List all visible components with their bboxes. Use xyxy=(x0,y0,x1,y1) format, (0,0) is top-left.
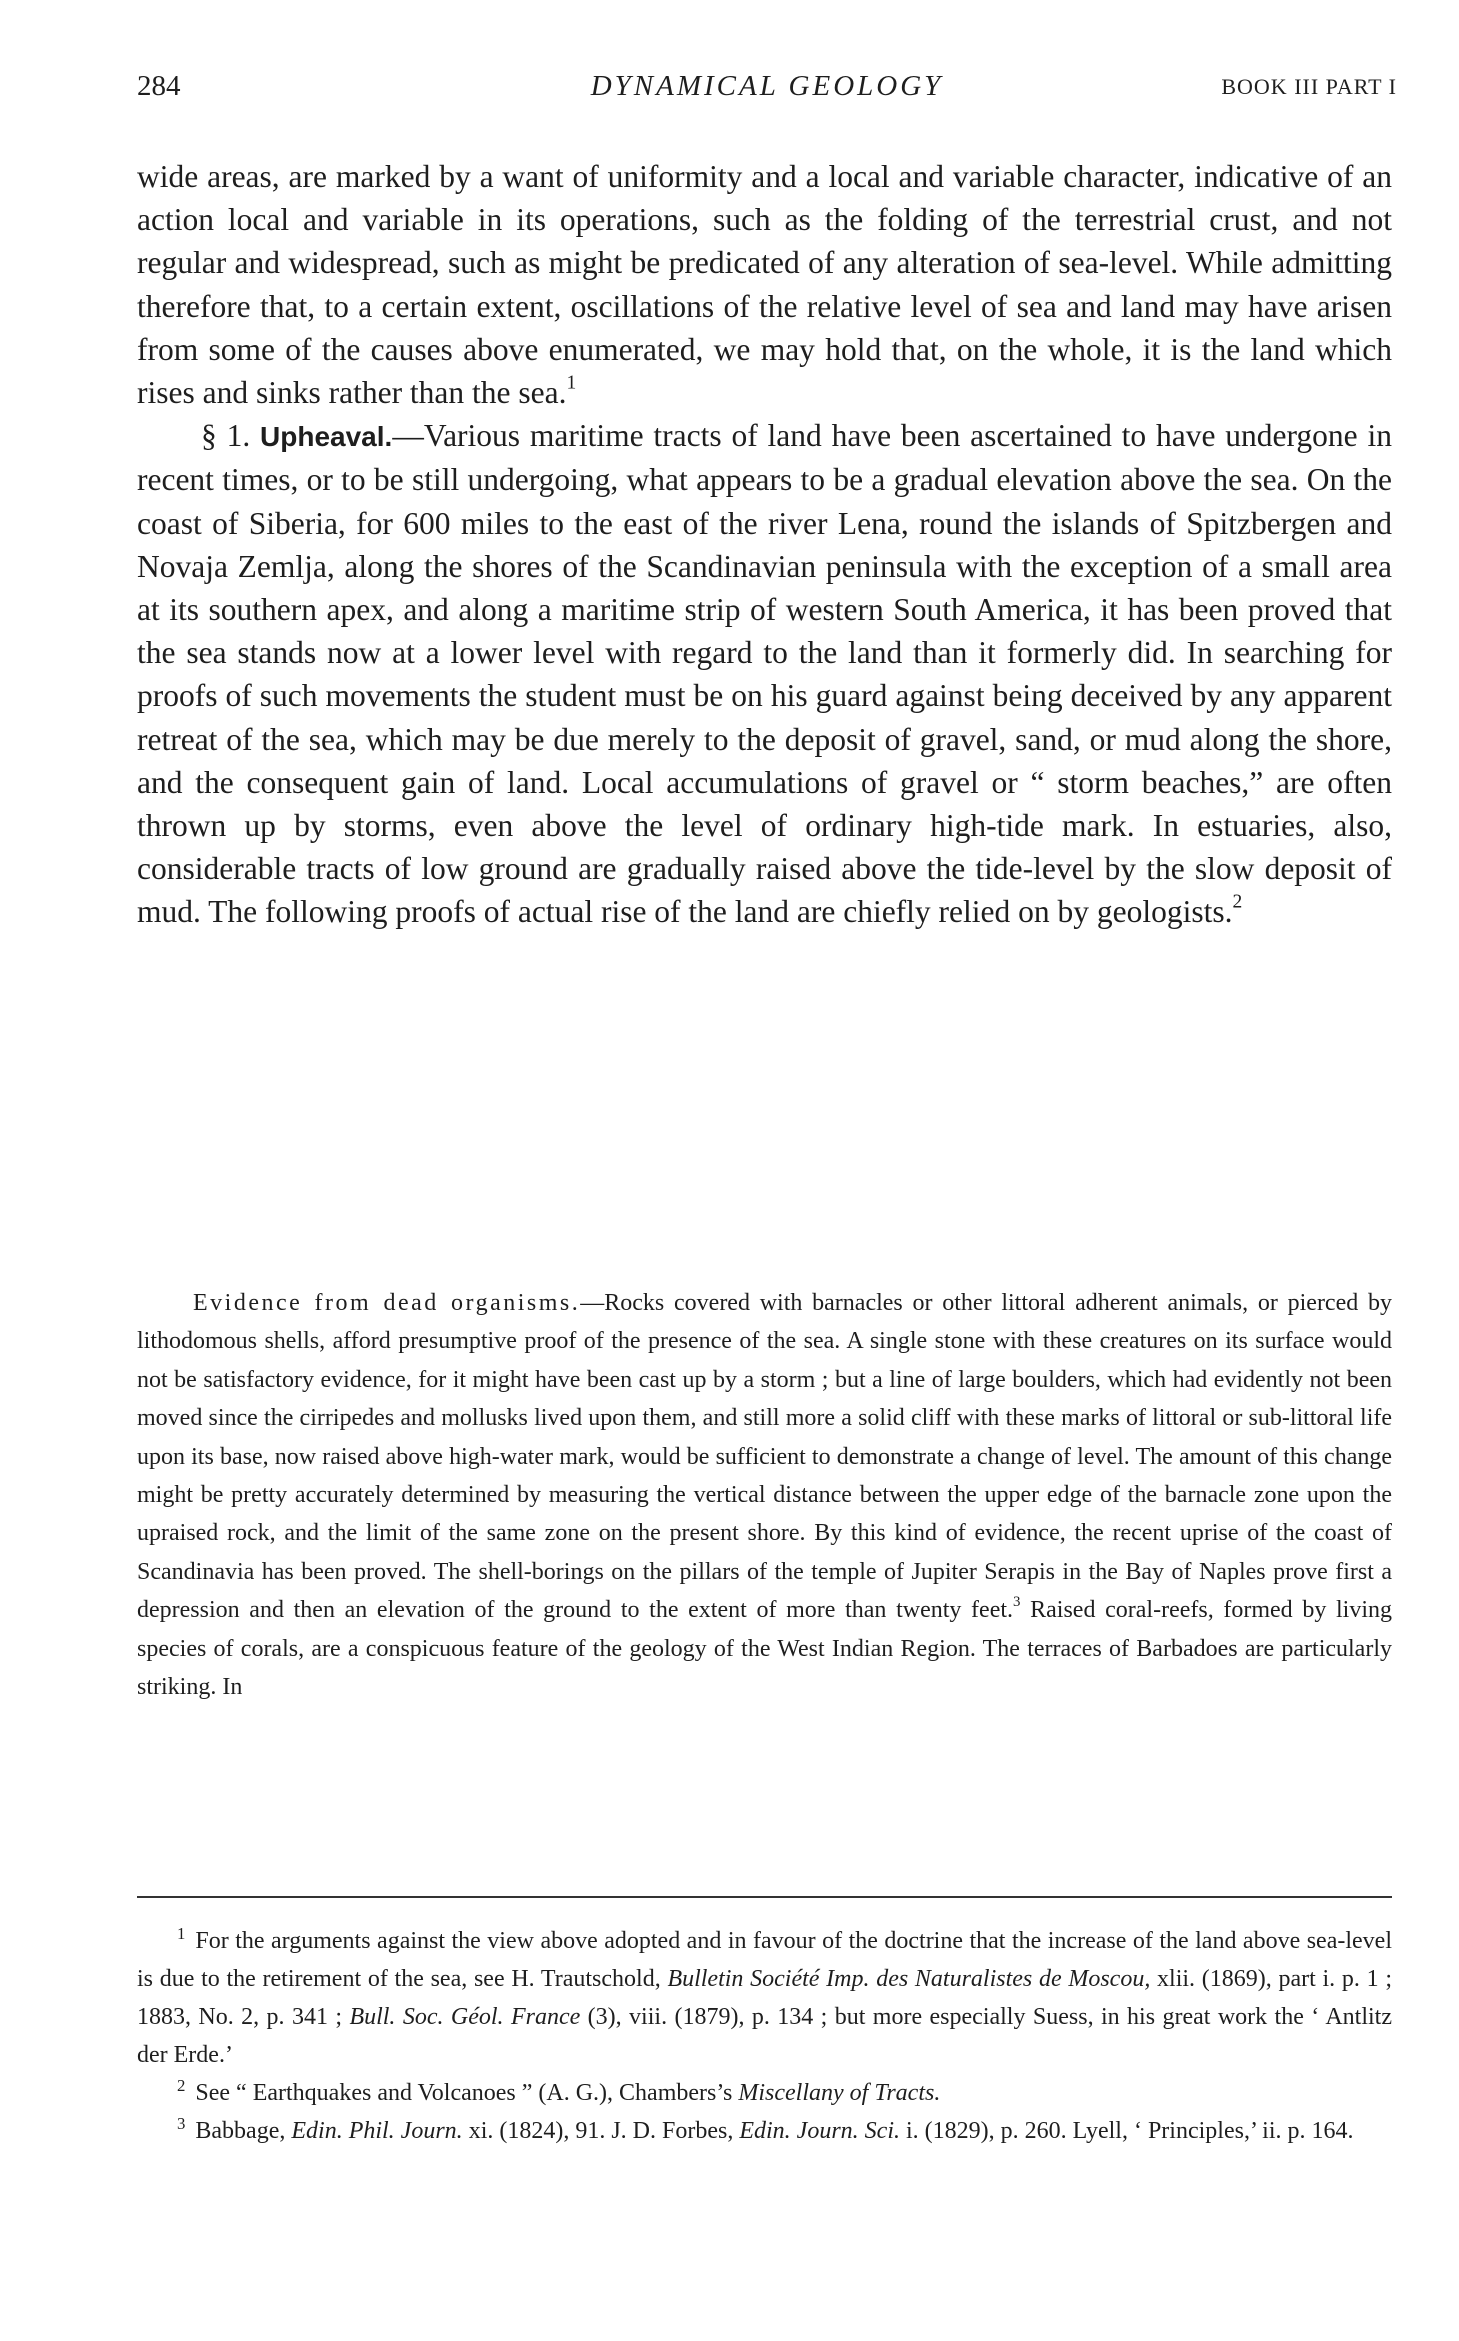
citation-title: Bull. Soc. Géol. France xyxy=(349,2004,581,2030)
paragraph-continuation xyxy=(137,155,1392,414)
section-label: BOOK III PART I xyxy=(1221,74,1397,99)
footnote-2 xyxy=(137,2074,1392,2112)
footnote-text: Babbage, xyxy=(195,2118,292,2144)
page-number: 284 xyxy=(137,70,181,102)
footnote-divider xyxy=(137,1896,1392,1898)
page-header xyxy=(137,70,1397,110)
footnote-text: xlii. (1869), part i. p. 1 ; 1883, No. 2, p. 341 ; xyxy=(137,1966,1392,2030)
footnote-ref[interactable]: 3 xyxy=(1013,1594,1021,1611)
footnote-ref[interactable]: 2 xyxy=(1232,891,1243,913)
small-print-section xyxy=(137,1284,1392,1706)
footnote-text: xi. (1824), 91. J. D. Forbes, xyxy=(462,2118,740,2144)
footnote-text: For the arguments against the view above adopted and in favour of the doctrine that the increase of the land above sea-level is due to the retirement of the sea, see H. Trautschold, xyxy=(137,1928,1392,1992)
footnotes xyxy=(137,1922,1392,2150)
footnote-text: See “ Earthquakes and Volcanoes ” (A. G.), Chambers’s xyxy=(195,2080,739,2106)
footnote-1 xyxy=(137,1922,1392,2074)
citation-title: Miscellany of Tracts. xyxy=(738,2080,941,2106)
small-print-text: Raised coral-reefs, formed by living species of corals, are a conspicuous feature of the geology of the West Indian Region. The terraces of Barbadoes are particularly striking. In xyxy=(137,1597,1393,1701)
footnote-mark: 3 xyxy=(177,2113,186,2133)
footnote-mark: 2 xyxy=(177,2075,186,2095)
section-number: § 1. xyxy=(201,418,261,454)
small-print-paragraph xyxy=(137,1284,1392,1706)
citation-title: Bulletin Société Imp. des Naturalistes de Moscou, xyxy=(667,1966,1151,1992)
footnote-mark: 1 xyxy=(177,1923,186,1943)
section-heading: Upheaval. xyxy=(260,421,393,453)
paragraph-text: wide areas, are marked by a want of uniformity and a local and variable character, indicative of an action local and variable in its operations, such as the folding of the terrestrial crust, and not regular and widespread, such as might be predicated of any alteration of sea-level. While admitting therefore that, to a certain extent, oscillations of the relative level of sea and land may have arisen from some of the causes above enumerated, we may hold that, on the whole, it is the land which rises and sinks rather than the sea. xyxy=(137,159,1392,411)
main-text xyxy=(137,155,1392,934)
paragraph-upheaval xyxy=(137,414,1392,933)
footnote-ref[interactable]: 1 xyxy=(566,372,577,394)
small-print-text: —Rocks covered with barnacles or other littoral adherent animals, or pierced by lithodomous shells, afford presumptive proof of the presence of the sea. A single stone with these creatures on its surface would not be satisfactory evidence, for it might have been cast up by a storm ; but a line of large boulders, which had evidently not been moved since the cirripedes and mollusks lived upon them, and still more a solid cliff with these marks of littoral or sub-littoral life upon its base, now raised above high-water mark, would be sufficient to demonstrate a change of level. The amount of this change might be pretty accurately determined by measuring the vertical distance between the upper edge of the barnacle zone upon the upraised rock, and the limit of the same zone on the present shore. By this kind of evidence, the recent uprise of the coast of Scandinavia has been proved. The shell-borings on the pillars of the temple of Jupiter Serapis in the Bay of Naples prove first a depression and then an elevation of the ground to the extent of more than twenty feet. xyxy=(137,1290,1393,1624)
footnote-text: (3), viii. (1879), p. 134 ; but more especially Suess, in his great work the ‘ Antlitz der Erde.’ xyxy=(137,2004,1393,2068)
subsection-lead-in: Evidence from dead organisms. xyxy=(193,1290,581,1316)
footnote-text: i. (1829), p. 260. Lyell, ‘ Principles,’ ii. p. 164. xyxy=(899,2118,1354,2144)
running-title: DYNAMICAL GEOLOGY xyxy=(590,70,944,102)
paragraph-text: —Various maritime tracts of land have been ascertained to have undergone in recent times, or to be still undergoing, what appears to be a gradual elevation above the sea. On the coast of Siberia, for 600 miles to the east of the river Lena, round the islands of Spitzbergen and Novaja Zemlja, along the shores of the Scandinavian peninsula with the exception of a small area at its southern apex, and along a maritime strip of western South America, it has been proved that the sea stands now at a lower level with regard to the land than it formerly did. In searching for proofs of such movements the student must be on his guard against being deceived by any apparent retreat of the sea, which may be due merely to the deposit of gravel, sand, or mud along the shore, and the consequent gain of land. Local accumulations of gravel or “ storm beaches,” are often thrown up by storms, even above the level of ordinary high-tide mark. In estuaries, also, considerable tracts of low ground are gradually raised above the tide-level by the slow deposit of mud. The following proofs of actual rise of the land are chiefly relied on by geologists. xyxy=(137,418,1392,930)
citation-title: Edin. Journ. Sci. xyxy=(739,2118,900,2144)
footnote-3 xyxy=(137,2112,1392,2150)
citation-title: Edin. Phil. Journ. xyxy=(291,2118,463,2144)
